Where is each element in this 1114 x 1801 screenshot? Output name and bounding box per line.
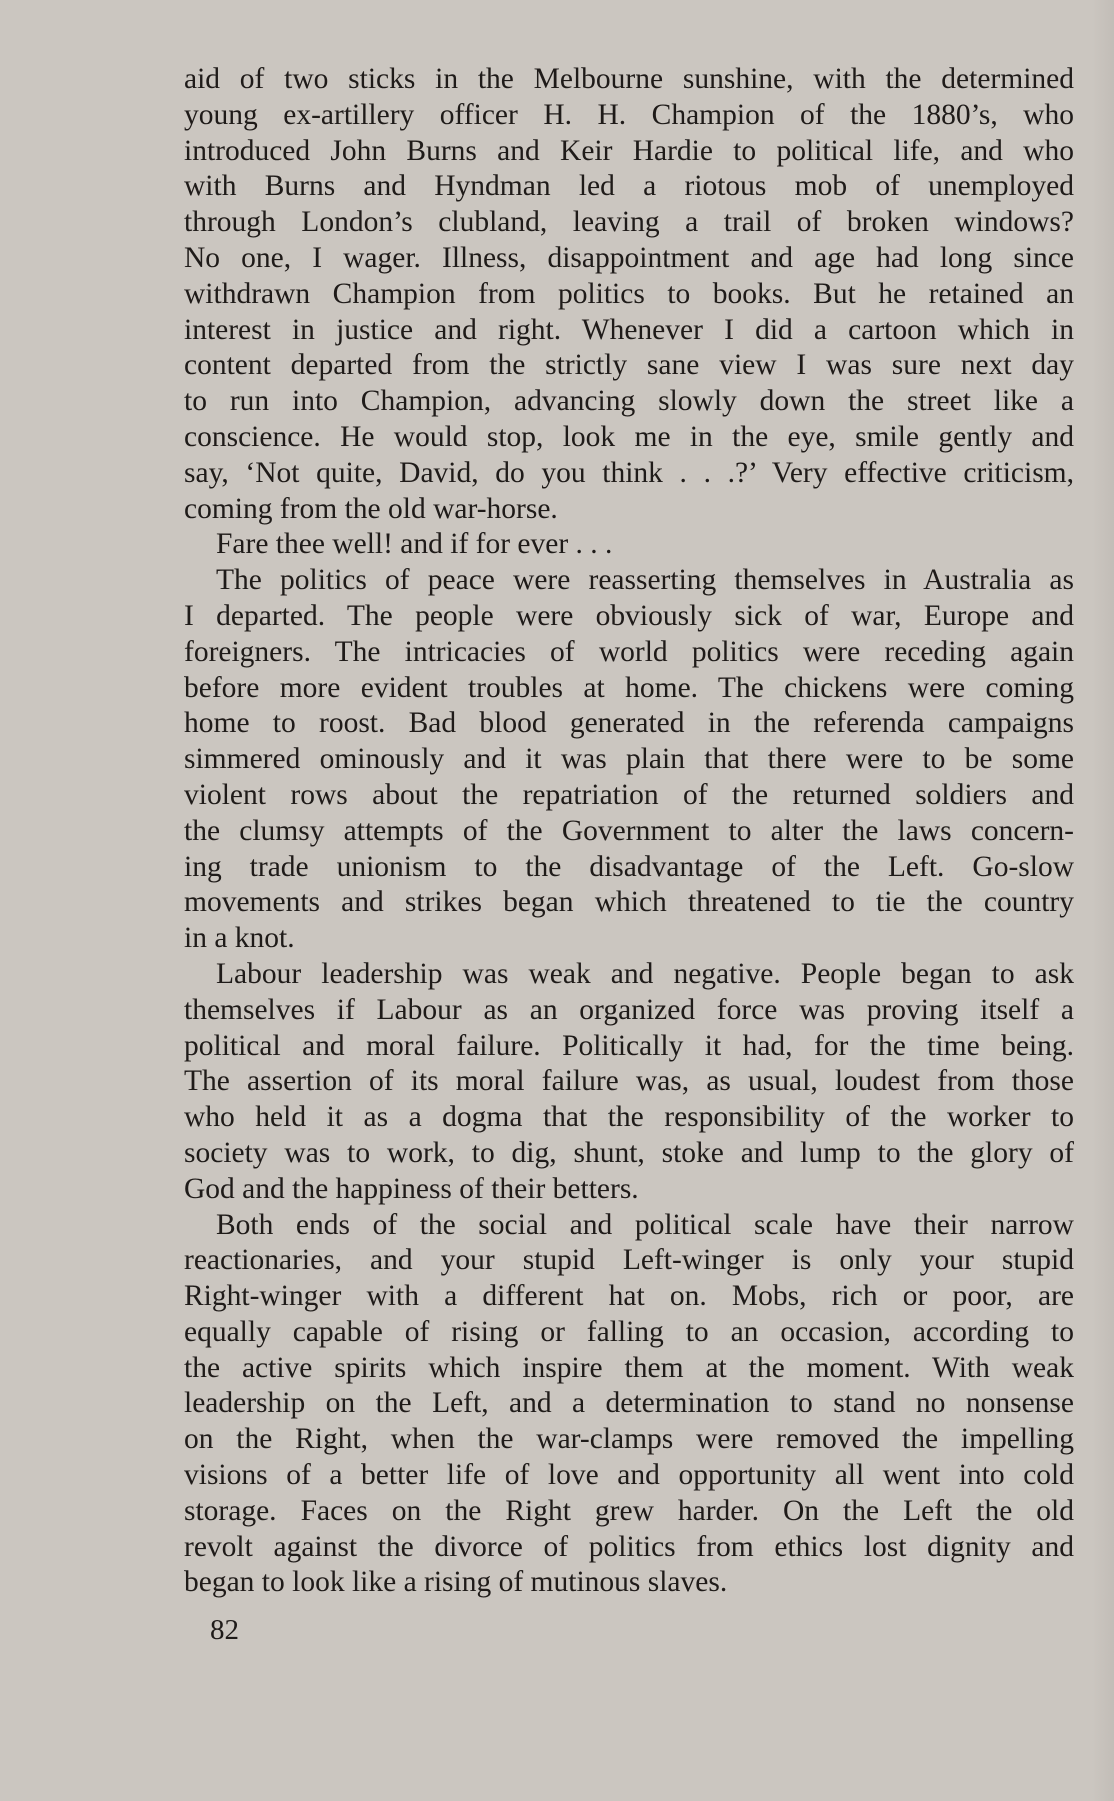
text-line: The assertion of its moral failure was, as usual, loudest from those (184, 1065, 1074, 1098)
text-line: before more evident troubles at home. The chickens were coming (184, 671, 1074, 704)
text-line: Both ends of the social and political scale have their narrow (216, 1208, 1074, 1241)
text-line: themselves if Labour as an organized force was proving itself a (184, 993, 1074, 1026)
text-line: to run into Champion, advancing slowly down the street like a (184, 385, 1074, 418)
text-line: in a knot. (184, 922, 295, 955)
text-line: Labour leadership was weak and negative. People began to ask (216, 957, 1074, 990)
text-line: withdrawn Champion from politics to books. But he retained an (184, 277, 1074, 310)
text-line: simmered ominously and it was plain that there were to be some (184, 743, 1074, 776)
text-line: No one, I wager. Illness, disappointment and age had long since (184, 241, 1074, 274)
text-line: equally capable of rising or falling to an occasion, according to (184, 1315, 1074, 1348)
text-line: Fare thee well! and if for ever . . . (216, 528, 613, 561)
body-text (184, 62, 1074, 1601)
text-line: coming from the old war-horse. (184, 492, 558, 525)
page-number: 82 (210, 1614, 239, 1646)
text-line: leadership on the Left, and a determination to stand no nonsense (184, 1387, 1074, 1420)
text-line: who held it as a dogma that the responsibility of the worker to (184, 1101, 1074, 1134)
text-line: content departed from the strictly sane view I was sure next day (184, 349, 1074, 382)
text-line: conscience. He would stop, look me in the eye, smile gently and (184, 420, 1074, 453)
text-line: I departed. The people were obviously sick of war, Europe and (184, 599, 1074, 632)
text-line: visions of a better life of love and opportunity all went into cold (184, 1459, 1074, 1492)
text-line: introduced John Burns and Keir Hardie to political life, and who (184, 134, 1074, 167)
page-edge (1092, 0, 1114, 1801)
text-line: on the Right, when the war-clamps were removed the impelling (184, 1423, 1074, 1456)
text-line: the active spirits which inspire them at the moment. With weak (184, 1351, 1074, 1384)
text-line: violent rows about the repatriation of the returned soldiers and (184, 778, 1074, 811)
text-line: society was to work, to dig, shunt, stoke and lump to the glory of (184, 1136, 1074, 1169)
text-line: aid of two sticks in the Melbourne sunshine, with the determined (184, 63, 1074, 95)
text-line: The politics of peace were reasserting themselves in Australia as (216, 564, 1074, 597)
text-line: through London’s clubland, leaving a trail of broken windows? (184, 206, 1074, 239)
text-line: God and the happiness of their betters. (184, 1172, 639, 1205)
text-line: movements and strikes began which threatened to tie the country (184, 886, 1074, 919)
text-line: storage. Faces on the Right grew harder. On the Left the old (184, 1494, 1074, 1527)
text-line: began to look like a rising of mutinous slaves. (184, 1566, 728, 1599)
text-line: ing trade unionism to the disadvantage of the Left. Go-slow (184, 850, 1074, 883)
text-line: interest in justice and right. Whenever I did a cartoon which in (184, 313, 1074, 346)
text-line: foreigners. The intricacies of world politics were receding again (184, 635, 1074, 668)
text-line: with Burns and Hyndman led a riotous mob of unemployed (184, 170, 1074, 203)
text-line: young ex-artillery officer H. H. Champion of the 1880’s, who (184, 98, 1074, 131)
text-line: revolt against the divorce of politics from ethics lost dignity and (184, 1530, 1074, 1563)
text-line: reactionaries, and your stupid Left-winger is only your stupid (184, 1244, 1074, 1277)
text-line: home to roost. Bad blood generated in the referenda campaigns (184, 707, 1074, 740)
text-line: the clumsy attempts of the Government to alter the laws concern- (184, 814, 1074, 847)
text-line: Right-winger with a different hat on. Mobs, rich or poor, are (184, 1280, 1074, 1313)
text-line: say, ‘Not quite, David, do you think . . .?’ Very effective criticism, (184, 456, 1074, 489)
text-line: political and moral failure. Politically it had, for the time being. (184, 1029, 1074, 1062)
